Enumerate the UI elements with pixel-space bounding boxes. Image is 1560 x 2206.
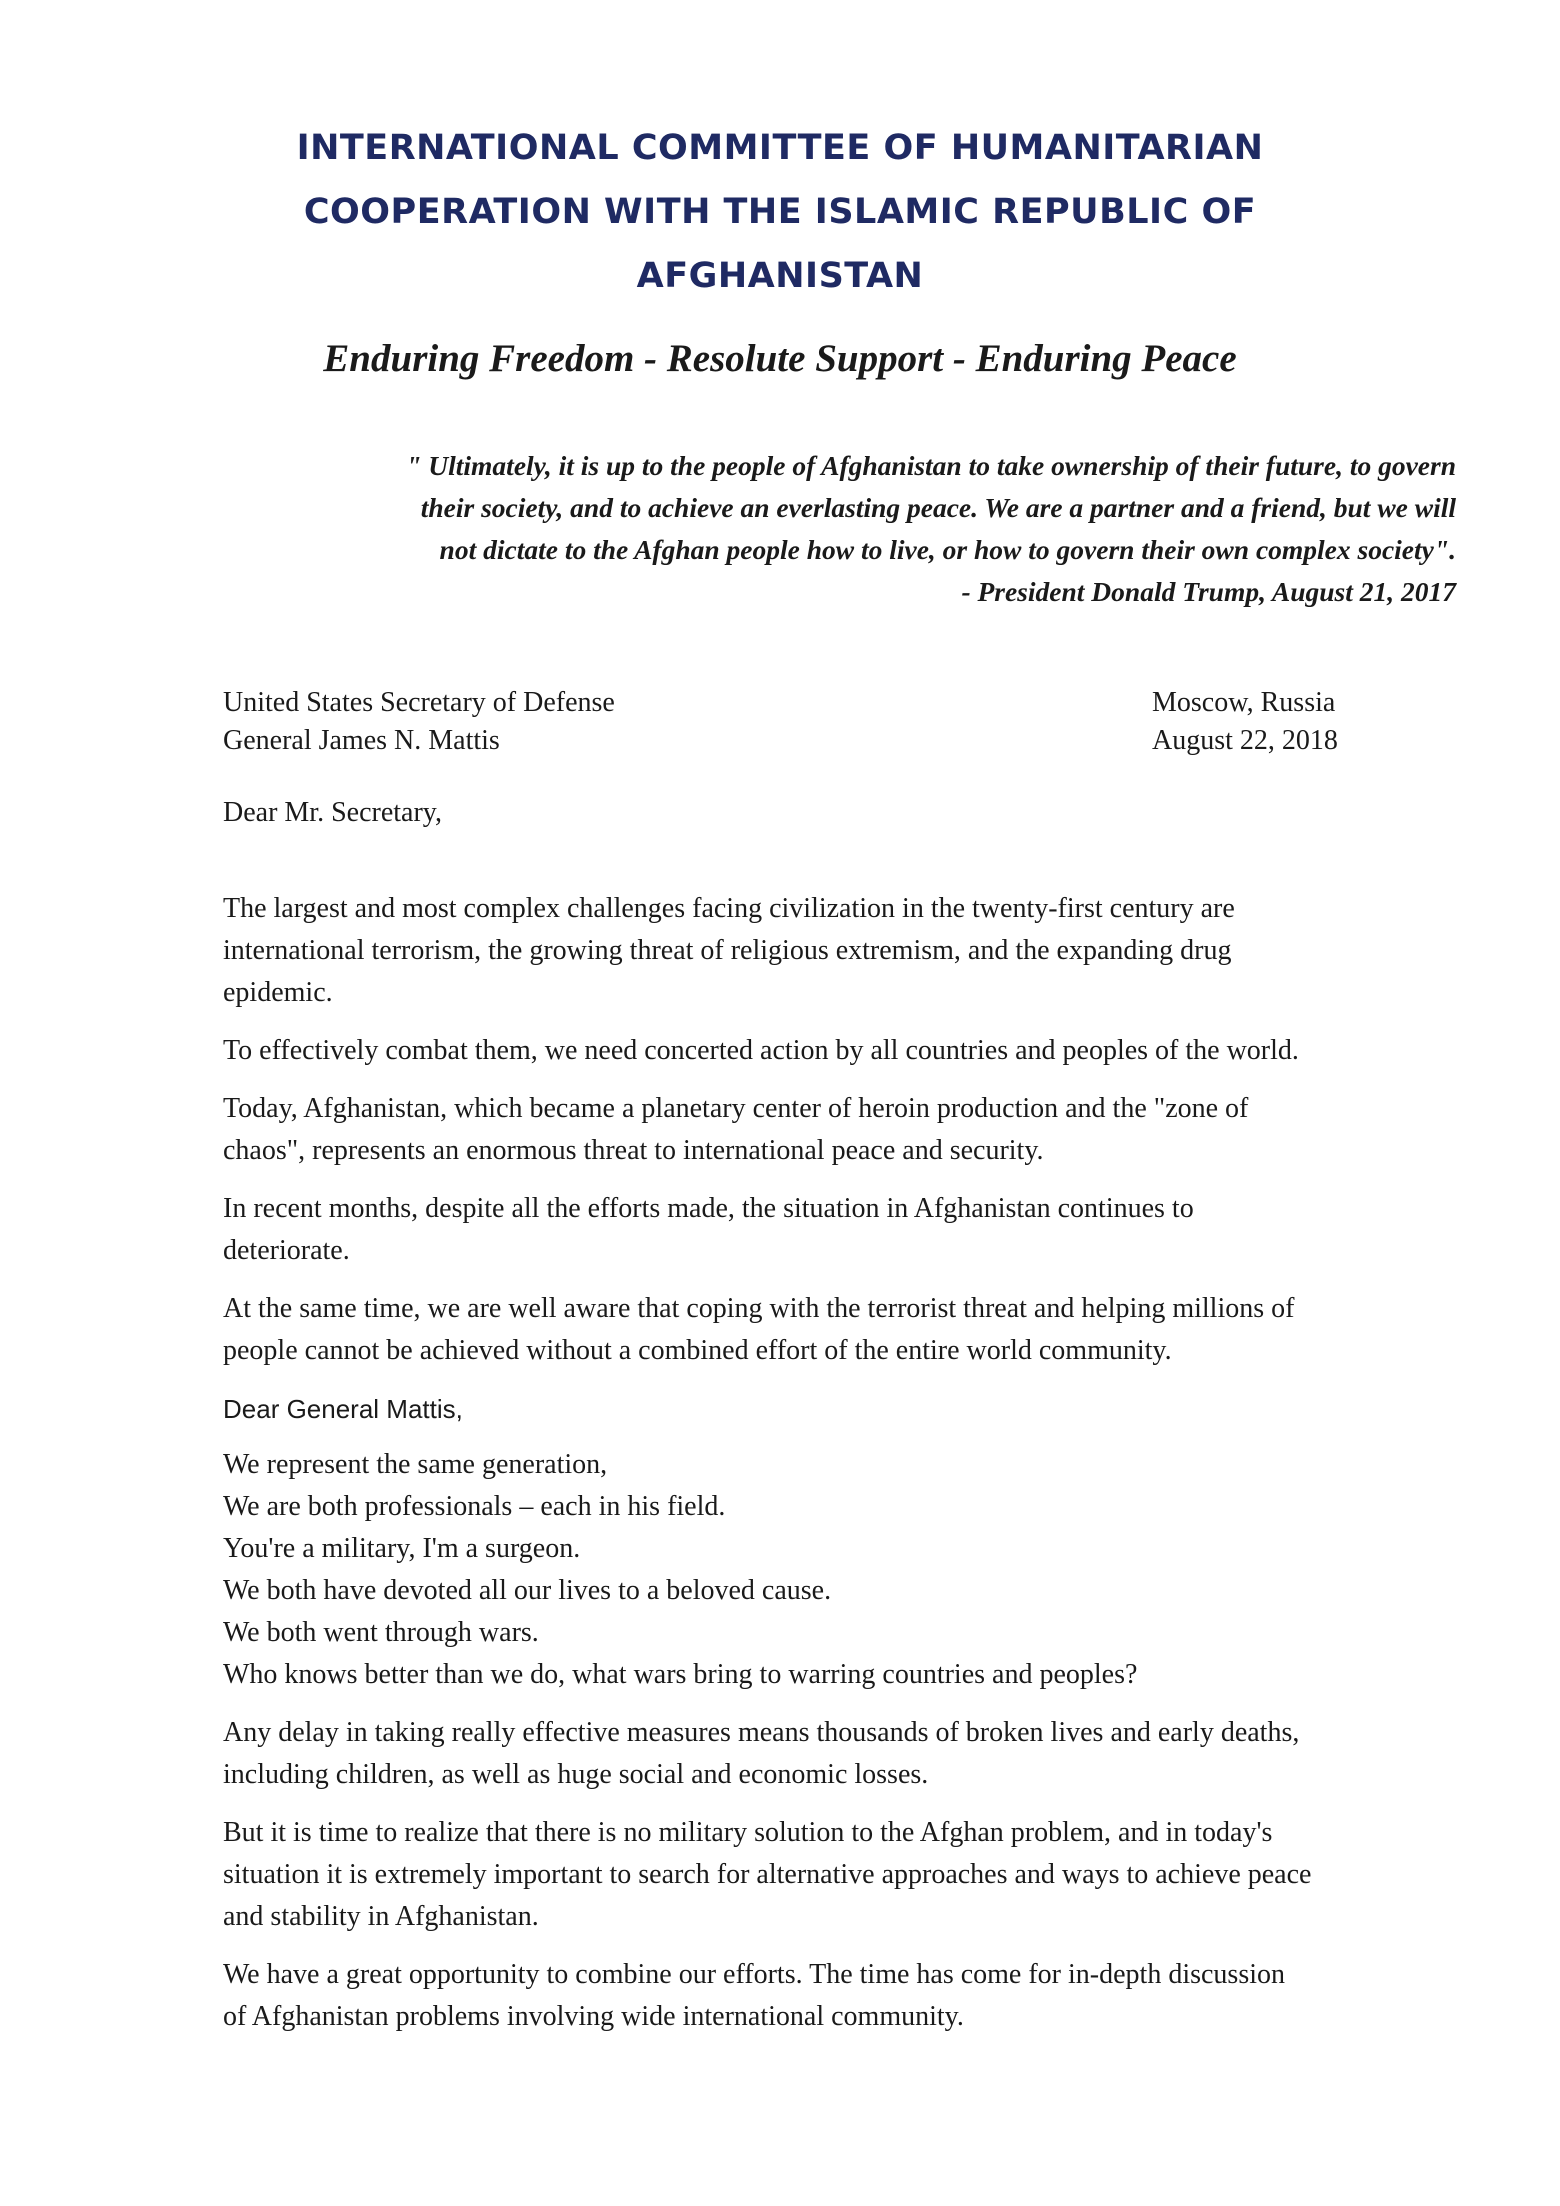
text-line: But it is time to realize that there is no military solution to the Afghan problem, and in today's	[223, 1817, 1273, 1848]
poem-line: We represent the same generation,	[223, 1449, 608, 1480]
paragraph	[223, 1030, 1453, 1072]
recipient-block	[223, 684, 615, 760]
poem-line: We both went through wars.	[223, 1617, 539, 1648]
salutation: Dear Mr. Secretary,	[223, 797, 442, 828]
sender-location: Moscow, Russia	[1152, 687, 1336, 718]
text-line: deteriorate.	[223, 1235, 350, 1266]
paragraph	[223, 1088, 1453, 1172]
paragraph	[223, 1288, 1453, 1372]
text-line: The largest and most complex challenges facing civilization in the twenty-first century are	[223, 893, 1235, 924]
text-line: international terrorism, the growing threat of religious extremism, and the expanding drug	[223, 935, 1232, 966]
paragraph	[223, 1812, 1453, 1938]
text-line: people cannot be achieved without a combined effort of the entire world community.	[223, 1335, 1172, 1366]
paragraph	[223, 888, 1453, 1014]
paragraph	[223, 1188, 1453, 1272]
recipient-title: United States Secretary of Defense	[223, 687, 615, 718]
text-line: In recent months, despite all the efforts made, the situation in Afghanistan continues to	[223, 1193, 1194, 1224]
text-line: of Afghanistan problems involving wide international community.	[223, 2001, 964, 2032]
text-line: We have a great opportunity to combine our efforts. The time has come for in-depth discussion	[223, 1959, 1285, 1990]
text-line: At the same time, we are well aware that coping with the terrorist threat and helping millions of	[223, 1293, 1295, 1324]
poem-line: Who knows better than we do, what wars bring to warring countries and peoples?	[223, 1659, 1138, 1690]
poem-line: We both have devoted all our lives to a beloved cause.	[223, 1575, 832, 1606]
text-line: and stability in Afghanistan.	[223, 1901, 539, 1932]
epigraph-quote	[196, 445, 1456, 613]
letter-date: August 22, 2018	[1152, 725, 1338, 756]
title-line: INTERNATIONAL COMMITTEE OF HUMANITARIAN	[296, 128, 1264, 168]
second-salutation: Dear General Mattis,	[223, 1394, 463, 1424]
paragraph	[223, 1954, 1453, 2038]
poem-stanza	[223, 1444, 1453, 1696]
quote-line: " Ultimately, it is up to the people of Afghanistan to take ownership of their future, to govern	[406, 450, 1456, 481]
paragraph	[223, 1712, 1453, 1796]
title-line: AFGHANISTAN	[636, 256, 924, 296]
text-line: including children, as well as huge social and economic losses.	[223, 1759, 929, 1790]
text-line: To effectively combat them, we need concerted action by all countries and peoples of the world.	[223, 1035, 1299, 1066]
letter-body	[223, 888, 1453, 2054]
title-line: COOPERATION WITH THE ISLAMIC REPUBLIC OF	[303, 192, 1257, 232]
poem-line: You're a military, I'm a surgeon.	[223, 1533, 581, 1564]
quote-line: their society, and to achieve an everlasting peace. We are a partner and a friend, but we will	[420, 492, 1456, 523]
text-line: Today, Afghanistan, which became a planetary center of heroin production and the "zone of	[223, 1093, 1249, 1124]
text-line: situation it is extremely important to search for alternative approaches and ways to achieve peace	[223, 1859, 1312, 1890]
recipient-name: General James N. Mattis	[223, 725, 500, 756]
text-line: chaos", represents an enormous threat to international peace and security.	[223, 1135, 1044, 1166]
quote-attribution: - President Donald Trump, August 21, 2017	[961, 576, 1456, 607]
location-date-block	[1152, 684, 1338, 760]
motto: Enduring Freedom - Resolute Support - Enduring Peace	[323, 337, 1237, 380]
poem-line: We are both professionals – each in his field.	[223, 1491, 726, 1522]
text-line: Any delay in taking really effective measures means thousands of broken lives and early deaths,	[223, 1717, 1300, 1748]
quote-line: not dictate to the Afghan people how to live, or how to govern their own complex society".	[439, 534, 1456, 565]
organization-title	[200, 116, 1360, 308]
text-line: epidemic.	[223, 977, 333, 1008]
